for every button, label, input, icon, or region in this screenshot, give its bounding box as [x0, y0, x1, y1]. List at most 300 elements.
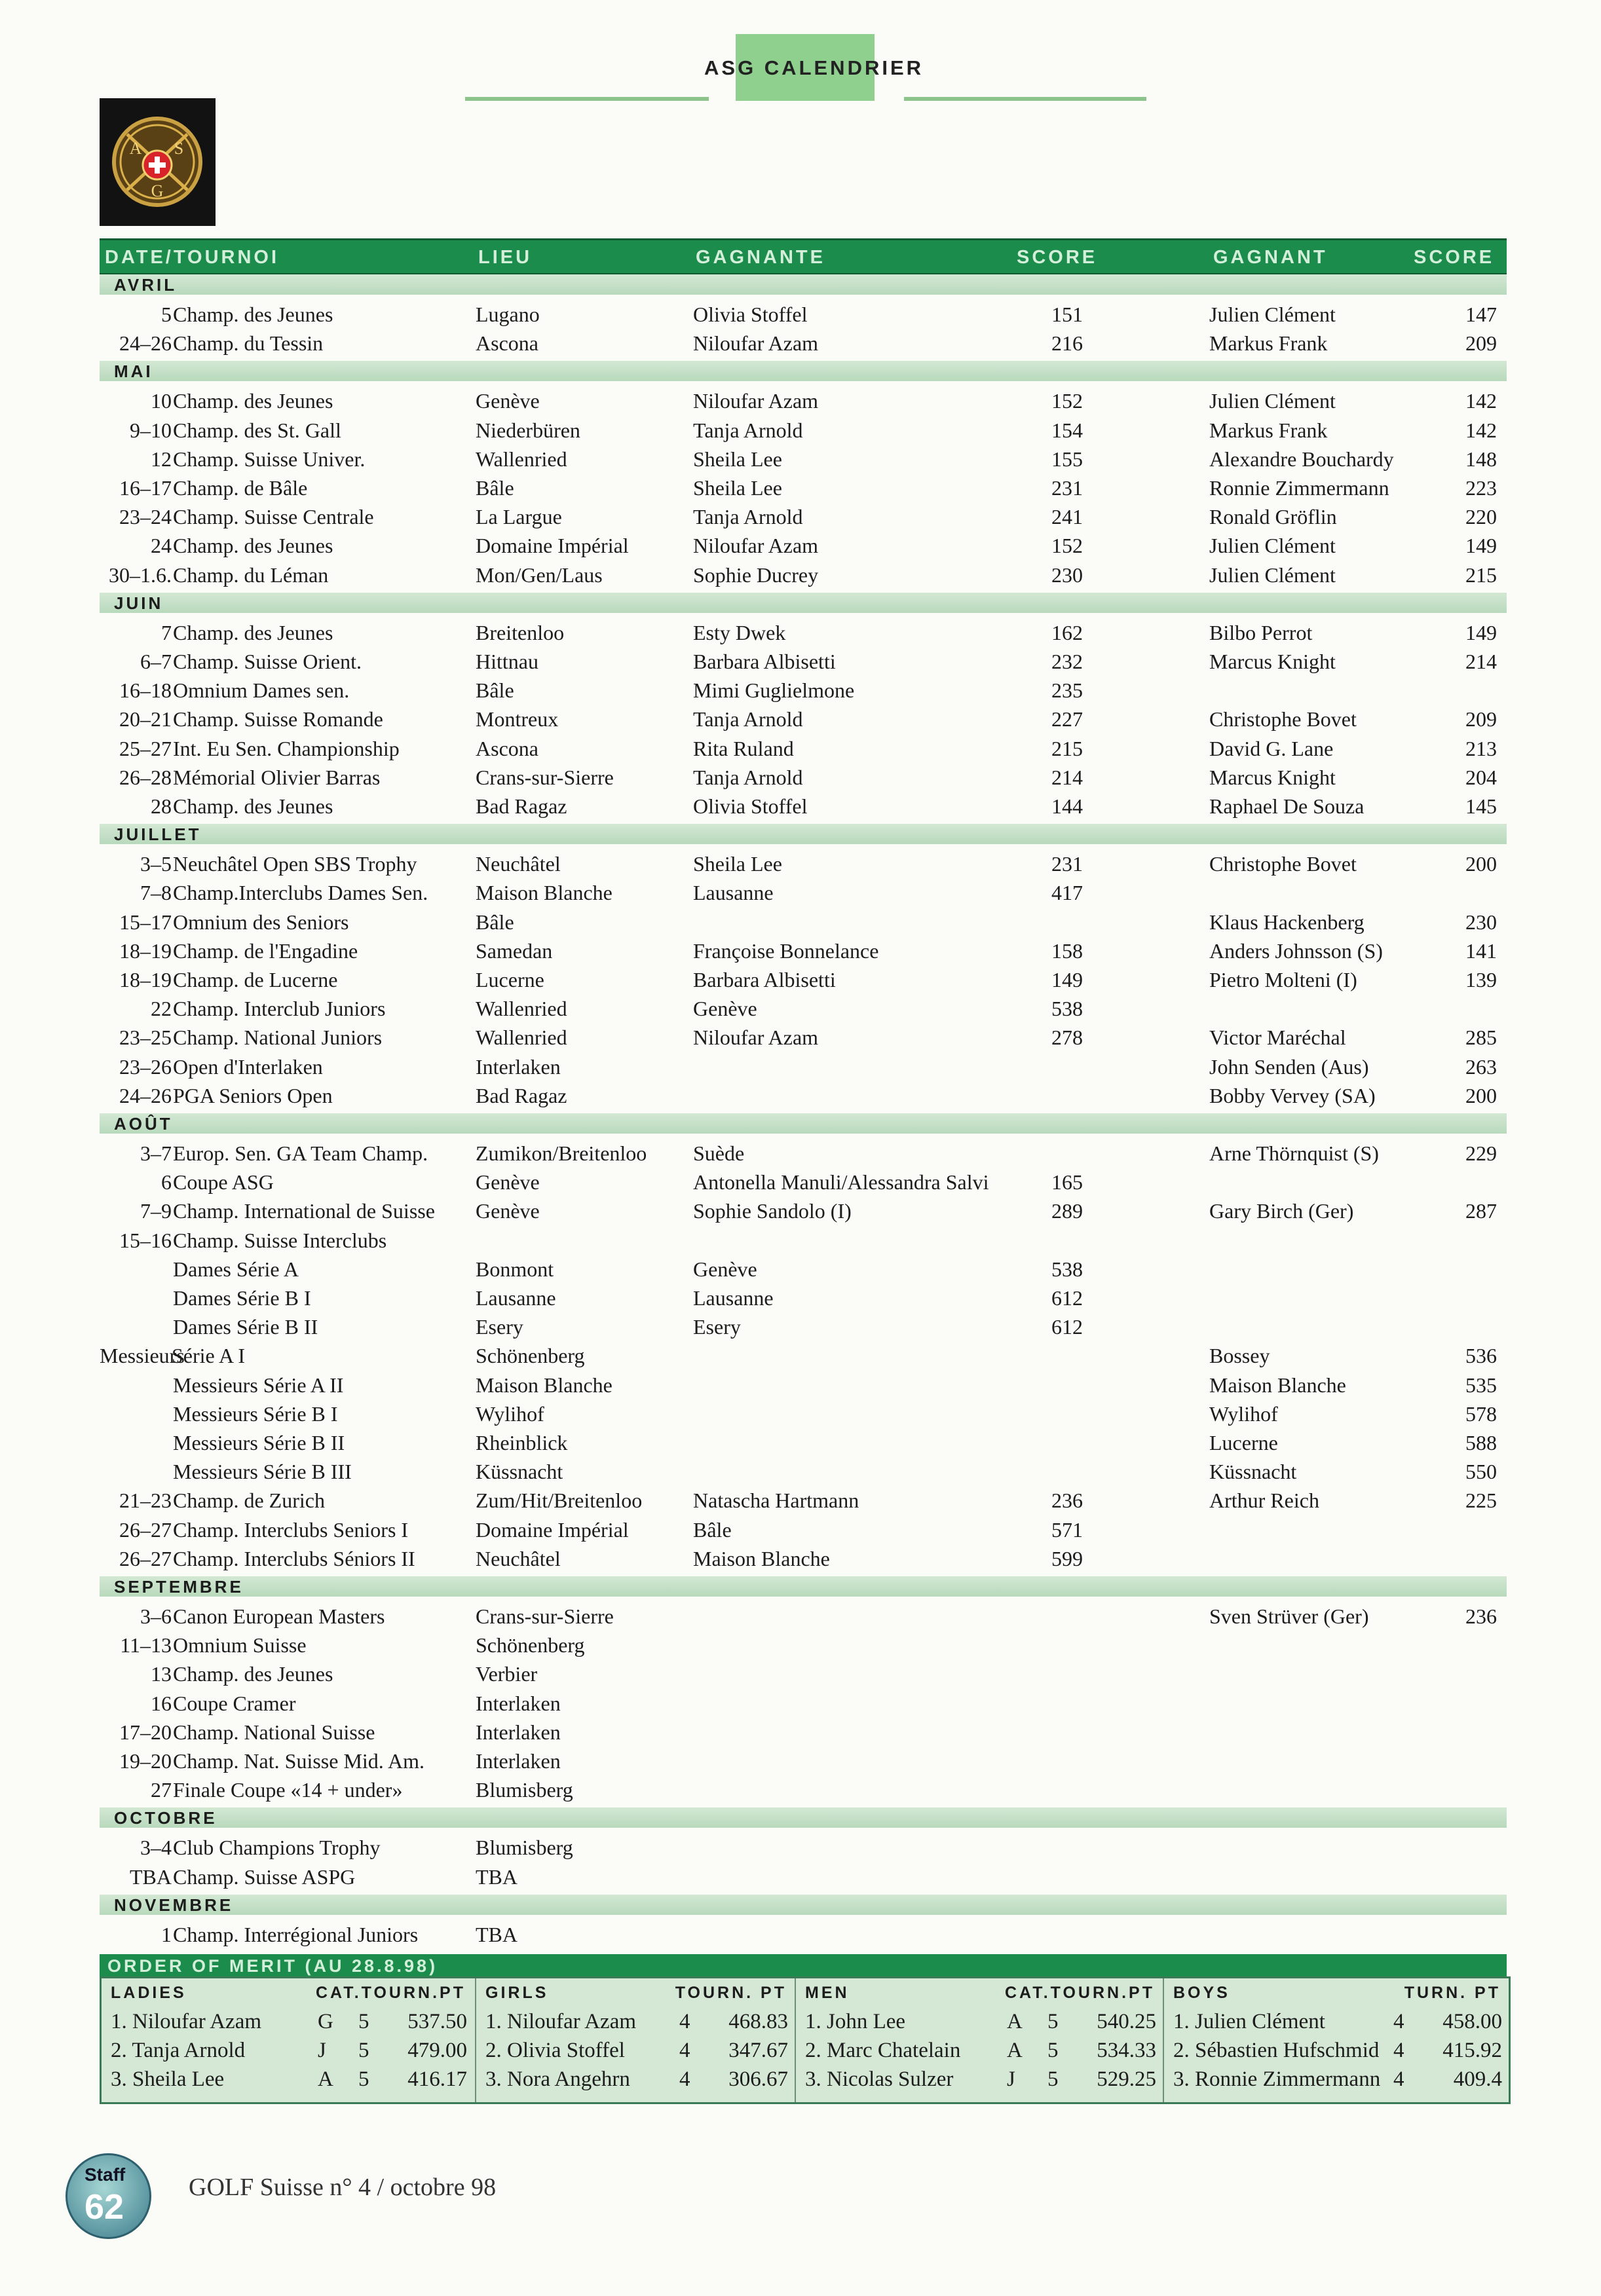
event-tournament: Champ. de Bâle [173, 476, 308, 500]
event-date: 5 [161, 303, 172, 326]
event-tournament: Champ.Interclubs Dames Sen. [173, 881, 428, 905]
merit-tournaments: 4 [679, 2039, 690, 2062]
event-venue: Küssnacht [476, 1460, 563, 1484]
merit-points: 409.4 [1453, 2067, 1502, 2091]
publication-footer: GOLF Suisse n° 4 / octobre 98 [189, 2174, 497, 2201]
event-tournament: Club Champions Trophy [173, 1836, 381, 1860]
event-winner-women: Antonella Manuli/Alessandra Salvi [693, 1170, 989, 1194]
event-score-men: 141 [1465, 938, 1497, 963]
event-tournament: Champ. Interrégional Juniors [173, 1922, 419, 1946]
event-date: 7–8 [140, 881, 172, 905]
merit-tournaments: 5 [358, 2039, 369, 2062]
event-score-men: 147 [1465, 303, 1497, 326]
event-tournament: Champ. National Suisse [173, 1720, 375, 1744]
event-date: 25–27 [119, 736, 172, 760]
event-tournament: Champ. Suisse Interclubs [173, 1228, 387, 1252]
event-score-men: 209 [1465, 331, 1497, 356]
event-score-men: 214 [1465, 650, 1497, 673]
merit-player: 2. Olivia Stoffel [485, 2039, 625, 2062]
event-venue: Genève [476, 1170, 540, 1194]
merit-column-boys [1163, 1978, 1510, 2102]
merit-tournaments: 4 [1393, 2039, 1404, 2062]
event-venue: Domaine Impérial [476, 534, 629, 558]
event-date: 9–10 [130, 418, 172, 442]
event-score-women: 227 [1051, 707, 1083, 731]
event-tournament: Neuchâtel Open SBS Trophy [173, 852, 417, 876]
event-venue: Zumikon/Breitenloo [476, 1141, 647, 1165]
event-venue: TBA [476, 1864, 518, 1889]
event-tournament: Europ. Sen. GA Team Champ. [173, 1141, 428, 1165]
event-score-women: 231 [1051, 476, 1083, 500]
event-date: 26–27 [119, 1517, 172, 1542]
event-venue: Crans-sur-Sierre [476, 1604, 614, 1628]
event-winner-women: Lausanne [693, 881, 774, 905]
merit-group-columns: TURN. PT [1404, 1984, 1501, 2002]
event-winner-women: Genève [693, 1257, 757, 1281]
merit-player: 1. Julien Clément [1173, 2010, 1325, 2033]
event-venue: Breitenloo [476, 620, 565, 644]
col-header-date-tournoi: DATE/TOURNOI [105, 247, 280, 268]
event-date: 12 [151, 447, 172, 471]
event-venue: Bâle [476, 910, 514, 934]
event-score-men: 200 [1465, 1083, 1497, 1107]
event-tournament: Omnium Suisse [173, 1633, 307, 1657]
merit-tournaments: 5 [1047, 2039, 1059, 2062]
event-date: 22 [151, 997, 172, 1021]
event-score-men: 225 [1465, 1489, 1497, 1513]
event-date: 16–17 [119, 476, 172, 500]
event-winner-women: Maison Blanche [693, 1546, 830, 1570]
event-date: TBA [130, 1864, 172, 1889]
event-winner-men: Ronnie Zimmermann [1209, 476, 1389, 500]
event-winner-women: Barbara Albisetti [693, 650, 836, 673]
event-winner-women: Mimi Guglielmone [693, 678, 855, 703]
event-date: 6–7 [140, 650, 172, 673]
event-winner-men: Victor Maréchal [1209, 1026, 1346, 1050]
event-score-men: 148 [1465, 447, 1497, 471]
event-tournament: Int. Eu Sen. Championship [173, 736, 400, 760]
event-tournament: Champ. Suisse Orient. [173, 650, 362, 673]
event-date: 13 [151, 1662, 172, 1686]
merit-tournaments: 5 [1047, 2010, 1059, 2033]
event-venue: Crans-sur-Sierre [476, 765, 614, 789]
event-winner-men: Christophe Bovet [1209, 852, 1357, 876]
event-venue: Lugano [476, 303, 540, 326]
event-venue: Neuchâtel [476, 1546, 561, 1570]
merit-points: 306.67 [728, 2067, 788, 2091]
merit-tournaments: 4 [679, 2067, 690, 2091]
event-tournament: Champ. des Jeunes [173, 534, 333, 558]
event-venue: Ascona [476, 736, 538, 760]
event-tournament: Champ. de Zurich [173, 1489, 325, 1513]
event-winner-men: Bossey [1209, 1344, 1270, 1368]
event-winner-men: Julien Clément [1209, 389, 1336, 413]
event-winner-men: Markus Frank [1209, 418, 1328, 442]
event-tournament: Dames Série B II [173, 1315, 318, 1339]
merit-player: 1. Niloufar Azam [111, 2010, 262, 2033]
event-score-women: 158 [1051, 938, 1083, 963]
event-date: 27 [151, 1778, 172, 1802]
merit-points: 534.33 [1097, 2039, 1156, 2062]
event-score-men: 215 [1465, 563, 1497, 587]
event-venue: Zum/Hit/Breitenloo [476, 1489, 643, 1513]
month-label: NOVEMBRE [114, 1895, 234, 1915]
merit-group-columns: TOURN. PT [675, 1984, 787, 2002]
event-winner-women: Bâle [693, 1517, 732, 1542]
event-score-women: 149 [1051, 968, 1083, 991]
event-venue: Bonmont [476, 1257, 554, 1281]
event-winner-men: Julien Clément [1209, 534, 1336, 558]
event-winner-women: Tanja Arnold [693, 707, 803, 731]
event-date: 26–28 [119, 765, 172, 789]
event-date: 18–19 [119, 968, 172, 991]
col-header-score-m: SCORE [1414, 247, 1495, 268]
event-venue: Neuchâtel [476, 852, 561, 876]
event-tournament: Mémorial Olivier Barras [173, 765, 381, 789]
event-winner-men: Pietro Molteni (I) [1209, 968, 1357, 991]
event-winner-men: Arne Thörnquist (S) [1209, 1141, 1379, 1165]
merit-group-label: LADIES [111, 1984, 187, 2002]
merit-player: 3. Sheila Lee [111, 2067, 225, 2091]
event-winner-women: Barbara Albisetti [693, 968, 836, 991]
event-winner-women: Esty Dwek [693, 620, 786, 644]
event-winner-men: Bobby Vervey (SA) [1209, 1083, 1376, 1107]
month-band [100, 1113, 1507, 1134]
event-date: 24–26 [119, 1083, 172, 1107]
event-venue: Samedan [476, 938, 553, 963]
event-score-women: 215 [1051, 736, 1083, 760]
merit-player: 3. Nicolas Sulzer [805, 2067, 954, 2091]
event-venue: Maison Blanche [476, 881, 612, 905]
event-score-women: 214 [1051, 765, 1083, 789]
event-tournament: Champ. Suisse Univer. [173, 447, 366, 471]
event-score-men: 139 [1465, 968, 1497, 991]
event-venue: Blumisberg [476, 1778, 573, 1802]
event-venue: Schönenberg [476, 1344, 585, 1368]
event-tournament: Messieurs Série B II [173, 1431, 345, 1454]
merit-points: 416.17 [407, 2067, 467, 2091]
event-winner-women: Lausanne [693, 1286, 774, 1310]
merit-category: J [1007, 2067, 1015, 2091]
event-tournament: Dames Série B I [173, 1286, 311, 1310]
event-venue: Wallenried [476, 997, 567, 1021]
event-venue: Esery [476, 1315, 523, 1339]
event-tournament: Champ. National Juniors [173, 1026, 383, 1050]
event-score-men: 223 [1465, 476, 1497, 500]
merit-group-label: BOYS [1173, 1984, 1230, 2002]
event-winner-women: Niloufar Azam [693, 389, 819, 413]
month-label: JUILLET [114, 824, 202, 845]
event-date: 24–26 [119, 331, 172, 356]
event-score-men: 285 [1465, 1026, 1497, 1050]
event-tournament: Champ. des Jeunes [173, 794, 333, 818]
event-date: 15–17 [119, 910, 172, 934]
event-venue: Mon/Gen/Laus [476, 563, 603, 587]
event-tournament: Champ. des Jeunes [173, 303, 333, 326]
event-score-men: 145 [1465, 794, 1497, 818]
event-score-men: 588 [1465, 1431, 1497, 1454]
event-venue: Wallenried [476, 1026, 567, 1050]
merit-category: A [1007, 2010, 1023, 2033]
merit-group-label: MEN [805, 1984, 850, 2002]
event-tournament: Finale Coupe «14 + under» [173, 1778, 403, 1802]
event-date: 11–13 [120, 1633, 172, 1657]
event-score-men: 263 [1465, 1054, 1497, 1079]
event-winner-women: Tanja Arnold [693, 418, 803, 442]
month-band [100, 593, 1507, 613]
logo-letter-a: A [129, 139, 142, 158]
merit-tournaments: 5 [358, 2010, 369, 2033]
order-of-merit-title-bar [100, 1954, 1507, 1976]
merit-points: 529.25 [1097, 2067, 1156, 2091]
event-venue: Ascona [476, 331, 538, 356]
event-score-men: 287 [1465, 1199, 1497, 1223]
event-winner-women: Niloufar Azam [693, 534, 819, 558]
order-of-merit-title: ORDER OF MERIT (AU 28.8.98) [107, 1956, 438, 1976]
event-venue: Interlaken [476, 1691, 561, 1715]
event-score-women: 230 [1051, 563, 1083, 587]
event-venue: La Largue [476, 505, 562, 529]
event-venue: Bad Ragaz [476, 1083, 567, 1107]
merit-group-label: GIRLS [485, 1984, 549, 2002]
event-date: 6 [161, 1170, 172, 1194]
event-winner-men: Gary Birch (Ger) [1209, 1199, 1354, 1223]
month-band [100, 274, 1507, 295]
merit-tournaments: 5 [358, 2067, 369, 2091]
event-winner-men: Julien Clément [1209, 563, 1336, 587]
event-date: Messieurs [100, 1344, 185, 1368]
event-winner-women: Niloufar Azam [693, 331, 819, 356]
month-label: OCTOBRE [114, 1808, 217, 1828]
event-venue: Wallenried [476, 447, 567, 471]
merit-player: 2. Marc Chatelain [805, 2039, 961, 2062]
event-winner-men: Küssnacht [1209, 1460, 1297, 1484]
event-score-women: 155 [1051, 447, 1083, 471]
merit-column-girls [475, 1978, 796, 2102]
event-venue: Bad Ragaz [476, 794, 567, 818]
event-score-men: 578 [1465, 1401, 1497, 1426]
event-score-women: 231 [1051, 852, 1083, 876]
event-score-women: 232 [1051, 650, 1083, 673]
merit-tournaments: 5 [1047, 2067, 1059, 2091]
merit-category: J [318, 2039, 326, 2062]
month-label: SEPTEMBRE [114, 1577, 244, 1597]
event-winner-men: Bilbo Perrot [1209, 620, 1313, 644]
event-score-men: 536 [1465, 1344, 1497, 1368]
merit-category: G [318, 2010, 333, 2033]
event-winner-women: Tanja Arnold [693, 505, 803, 529]
event-winner-men: Arthur Reich [1209, 1489, 1319, 1513]
event-date: 3–7 [140, 1141, 172, 1165]
event-winner-men: Alexandre Bouchardy [1209, 447, 1394, 471]
merit-player: 1. Niloufar Azam [485, 2010, 637, 2033]
col-header-gagnante: GAGNANTE [696, 247, 825, 268]
event-date: 3–6 [140, 1604, 172, 1628]
col-header-lieu: LIEU [478, 247, 533, 268]
event-score-men: 550 [1465, 1460, 1497, 1484]
event-date: 23–24 [119, 505, 172, 529]
page-number: 62 [85, 2187, 124, 2227]
event-date: 26–27 [119, 1546, 172, 1570]
event-tournament: Coupe ASG [173, 1170, 274, 1194]
event-venue: Interlaken [476, 1720, 561, 1744]
event-venue: Niederbüren [476, 418, 580, 442]
event-score-men: 220 [1465, 505, 1497, 529]
event-tournament: Champ. des Jeunes [173, 389, 333, 413]
event-tournament: Omnium Dames sen. [173, 678, 350, 703]
merit-group-columns: CAT.TOURN.PT [1004, 1984, 1155, 2002]
month-band [100, 1807, 1507, 1828]
event-score-men: 229 [1465, 1141, 1497, 1165]
event-score-women: 151 [1051, 303, 1083, 326]
event-winner-women: Sheila Lee [693, 447, 782, 471]
event-tournament: Champ. Interclub Juniors [173, 997, 386, 1021]
event-tournament: Messieurs Série B I [173, 1401, 338, 1426]
month-label: AOÛT [114, 1114, 173, 1134]
event-date: 17–20 [119, 1720, 172, 1744]
event-date: 19–20 [119, 1749, 172, 1773]
merit-column-men [795, 1978, 1164, 2102]
event-winner-women: Niloufar Azam [693, 1026, 819, 1050]
event-tournament: Champ. du Léman [173, 563, 329, 587]
event-date: 15–16 [119, 1228, 172, 1252]
event-tournament: Série A I [172, 1344, 245, 1368]
event-venue: Genève [476, 389, 540, 413]
event-date: 1 [161, 1922, 172, 1946]
merit-player: 2. Tanja Arnold [111, 2039, 246, 2062]
event-score-women: 144 [1051, 794, 1083, 818]
event-date: 28 [151, 794, 172, 818]
event-venue: Maison Blanche [476, 1373, 612, 1397]
event-score-men: 142 [1465, 389, 1497, 413]
event-winner-men: Sven Strüver (Ger) [1209, 1604, 1369, 1628]
event-date: 23–26 [119, 1054, 172, 1079]
event-winner-women: Sophie Ducrey [693, 563, 819, 587]
event-date: 3–4 [140, 1836, 172, 1860]
event-winner-women: Sheila Lee [693, 476, 782, 500]
event-venue: Verbier [476, 1662, 538, 1686]
event-score-women: 236 [1051, 1489, 1083, 1513]
event-score-women: 612 [1051, 1286, 1083, 1310]
event-score-men: 142 [1465, 418, 1497, 442]
event-date: 23–25 [119, 1026, 172, 1050]
event-venue: Hittnau [476, 650, 538, 673]
event-winner-men: Wylihof [1209, 1401, 1278, 1426]
event-score-women: 216 [1051, 331, 1083, 356]
merit-points: 347.67 [728, 2039, 788, 2062]
merit-player: 2. Sébastien Hufschmid [1173, 2039, 1380, 2062]
month-band [100, 824, 1507, 844]
event-score-women: 152 [1051, 389, 1083, 413]
month-label: AVRIL [114, 275, 178, 295]
event-score-men: 200 [1465, 852, 1497, 876]
event-venue: TBA [476, 1922, 518, 1946]
event-date: 3–5 [140, 852, 172, 876]
merit-tournaments: 4 [679, 2010, 690, 2033]
event-score-men: 209 [1465, 707, 1497, 731]
event-winner-women: Tanja Arnold [693, 765, 803, 789]
month-band [100, 361, 1507, 381]
event-venue: Blumisberg [476, 1836, 573, 1860]
event-winner-men: Klaus Hackenberg [1209, 910, 1365, 934]
col-header-score-f: SCORE [1017, 247, 1098, 268]
event-date: 18–19 [119, 938, 172, 963]
staff-badge-icon [66, 2153, 151, 2239]
event-score-men: 149 [1465, 534, 1497, 558]
merit-tournaments: 4 [1393, 2010, 1404, 2033]
event-score-women: 571 [1051, 1517, 1083, 1542]
event-winner-women: Françoise Bonnelance [693, 938, 879, 963]
month-label: MAI [114, 361, 153, 382]
event-tournament: Champ. Interclubs Séniors II [173, 1546, 415, 1570]
event-score-men: 204 [1465, 765, 1497, 789]
logo-letter-g: G [151, 181, 164, 200]
event-winner-men: Marcus Knight [1209, 765, 1336, 789]
event-winner-men: Maison Blanche [1209, 1373, 1346, 1397]
month-band [100, 1576, 1507, 1597]
event-score-women: 289 [1051, 1199, 1083, 1223]
merit-points: 415.92 [1442, 2039, 1502, 2062]
event-winner-men: Julien Clément [1209, 303, 1336, 326]
event-winner-men: Lucerne [1209, 1431, 1278, 1454]
event-date: 16 [151, 1691, 172, 1715]
event-date: 30–1.6. [109, 563, 172, 587]
event-winner-women: Esery [693, 1315, 741, 1339]
event-score-women: 162 [1051, 620, 1083, 644]
event-score-women: 278 [1051, 1026, 1083, 1050]
col-header-gagnant: GAGNANT [1213, 247, 1328, 268]
event-venue: Bâle [476, 678, 514, 703]
event-venue: Bâle [476, 476, 514, 500]
event-score-women: 538 [1051, 1257, 1083, 1281]
event-date: 7–9 [140, 1199, 172, 1223]
event-winner-women: Sophie Sandolo (I) [693, 1199, 852, 1223]
event-score-women: 612 [1051, 1315, 1083, 1339]
event-winner-women: Rita Ruland [693, 736, 794, 760]
event-winner-men: David G. Lane [1209, 736, 1334, 760]
event-score-women: 599 [1051, 1546, 1083, 1570]
merit-player: 1. John Lee [805, 2010, 906, 2033]
event-tournament: PGA Seniors Open [173, 1083, 333, 1107]
event-winner-men: Ronald Gröflin [1209, 505, 1337, 529]
event-tournament: Champ. Suisse Romande [173, 707, 383, 731]
event-venue: Genève [476, 1199, 540, 1223]
event-winner-men: Marcus Knight [1209, 650, 1336, 673]
event-winner-men: Christophe Bovet [1209, 707, 1357, 731]
event-date: 10 [151, 389, 172, 413]
event-score-women: 538 [1051, 997, 1083, 1021]
event-tournament: Coupe Cramer [173, 1691, 296, 1715]
merit-player: 3. Ronnie Zimmermann [1173, 2067, 1381, 2091]
merit-category: A [1007, 2039, 1023, 2062]
order-of-merit-table [100, 1976, 1511, 2104]
event-tournament: Messieurs Série A II [173, 1373, 344, 1397]
event-tournament: Champ. des St. Gall [173, 418, 341, 442]
merit-tournaments: 4 [1393, 2067, 1404, 2091]
event-score-women: 154 [1051, 418, 1083, 442]
page-title: ASG CALENDRIER [704, 56, 924, 79]
event-tournament: Champ. de Lucerne [173, 968, 338, 991]
event-tournament: Champ. des Jeunes [173, 620, 333, 644]
event-winner-men: Raphael De Souza [1209, 794, 1365, 818]
badge-brand: Staff [85, 2164, 126, 2185]
event-score-men: 236 [1465, 1604, 1497, 1628]
logo-letter-s: S [174, 139, 184, 158]
event-winner-women: Genève [693, 997, 757, 1021]
event-winner-women: Sheila Lee [693, 852, 782, 876]
event-score-women: 235 [1051, 678, 1083, 703]
event-venue: Domaine Impérial [476, 1517, 629, 1542]
